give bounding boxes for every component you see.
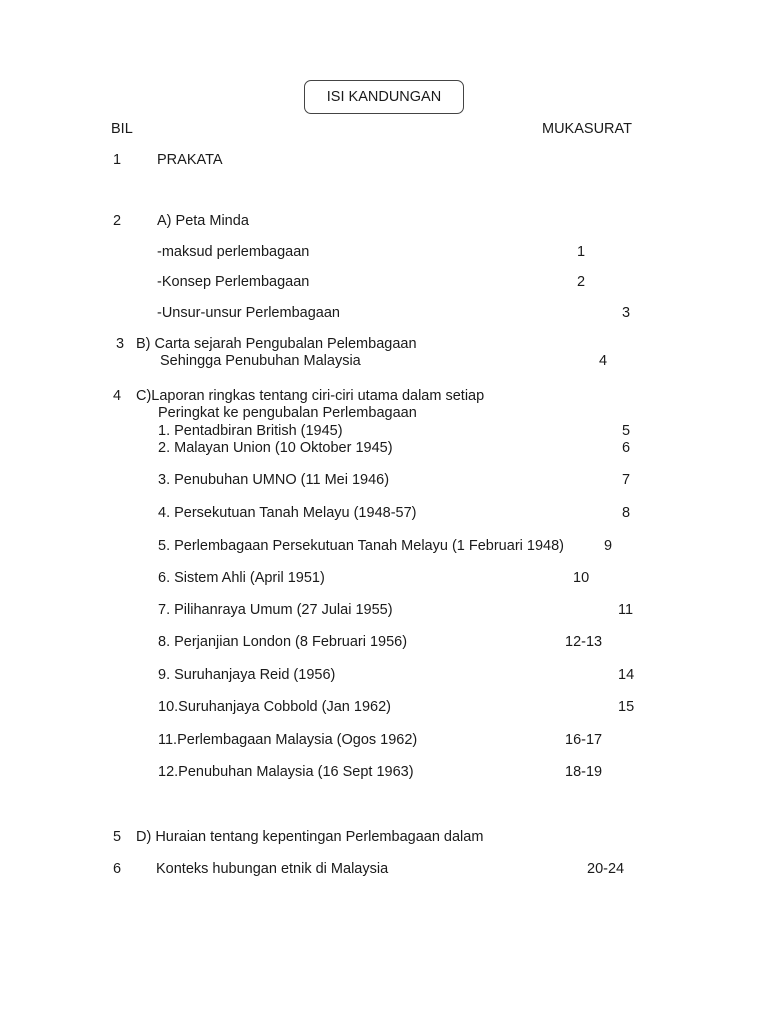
section-number: 1 [113,152,122,168]
toc-entry-text: 10.Suruhanjaya Cobbold (Jan 1962) [158,699,391,715]
section-number: 4 [113,388,122,404]
section-title-continued: Sehingga Penubuhan Malaysia [160,353,361,369]
section-title: B) Carta sejarah Pengubalan Pelembagaan [136,336,417,352]
section-number: 2 [113,213,122,229]
toc-entry-text: 4. Persekutuan Tanah Melayu (1948-57) [158,505,417,521]
toc-entry-page: 5 [622,423,631,439]
toc-entry-text: 1. Pentadbiran British (1945) [158,423,343,439]
toc-entry-page: 18-19 [565,764,603,780]
toc-title: ISI KANDUNGAN [304,80,464,114]
toc-entry-text: 6. Sistem Ahli (April 1951) [158,570,325,586]
toc-entry-page: 4 [599,353,608,369]
toc-entry-page: 10 [573,570,590,586]
toc-entry-text: 12.Penubuhan Malaysia (16 Sept 1963) [158,764,414,780]
toc-entry-text: 2. Malayan Union (10 Oktober 1945) [158,440,393,456]
section-title-continued: Peringkat ke pengubalan Perlembagaan [158,405,417,421]
toc-entry-text: -maksud perlembagaan [157,244,310,260]
toc-entry-text: -Unsur-unsur Perlembagaan [157,305,340,321]
section-title: D) Huraian tentang kepentingan Perlembagaan dalam [136,829,484,845]
toc-entry-page: 6 [622,440,631,456]
toc-entry-page: 15 [618,699,635,715]
toc-entry-page: 16-17 [565,732,603,748]
section-number: 3 [116,336,125,352]
toc-entry-page: 14 [618,667,635,683]
toc-entry-text: 11.Perlembagaan Malaysia (Ogos 1962) [158,732,418,748]
toc-entry-page: 11 [618,602,634,618]
toc-entry-text: 7. Pilihanraya Umum (27 Julai 1955) [158,602,393,618]
mukasurat-header: MUKASURAT [542,121,632,137]
toc-entry-page: 20-24 [587,861,625,877]
toc-entry-page: 9 [604,538,613,554]
toc-entry-page: 2 [577,274,586,290]
toc-entry-page: 1 [577,244,586,260]
toc-entry-text: 5. Perlembagaan Persekutuan Tanah Melayu (1 Februari 1948) [158,538,564,554]
toc-entry-page: 12-13 [565,634,603,650]
section-number: 6 [113,861,122,877]
bil-header: BIL [111,121,133,137]
toc-entry-text: 9. Suruhanjaya Reid (1956) [158,667,336,683]
section-title: C)Laporan ringkas tentang ciri-ciri utama dalam setiap [136,388,485,404]
section-title: Konteks hubungan etnik di Malaysia [156,861,389,877]
section-title: A) Peta Minda [157,213,249,229]
toc-entry-page: 3 [622,305,631,321]
toc-entry-text: -Konsep Perlembagaan [157,274,310,290]
toc-entry-text: 3. Penubuhan UMNO (11 Mei 1946) [158,472,390,488]
toc-entry-page: 7 [622,472,631,488]
toc-entry-text: 8. Perjanjian London (8 Februari 1956) [158,634,408,650]
toc-entry-page: 8 [622,505,631,521]
section-title: PRAKATA [157,152,223,168]
section-number: 5 [113,829,122,845]
